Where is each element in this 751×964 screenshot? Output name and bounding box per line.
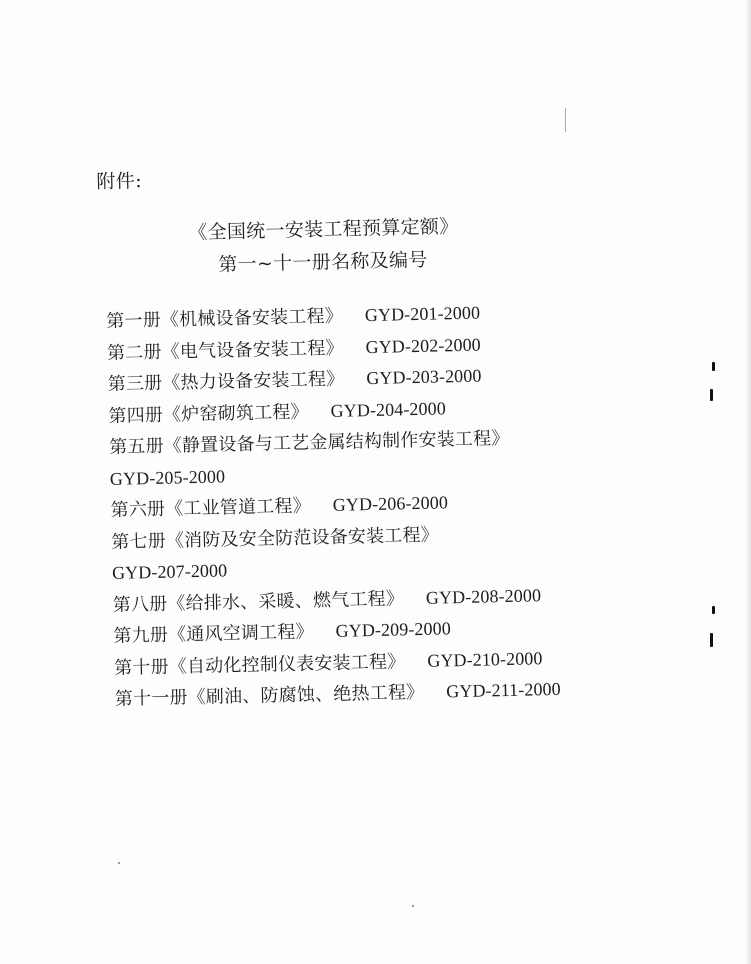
- volume-code: GYD-211-2000: [446, 678, 561, 702]
- volume-code: GYD-205-2000: [109, 465, 226, 489]
- volume-name: 第一册《机械设备安装工程》: [106, 305, 344, 332]
- document-title: 《全国统一安装工程预算定额》: [188, 215, 459, 244]
- volume-code: GYD-203-2000: [366, 365, 482, 389]
- document-subtitle: 第一~十一册名称及编号: [218, 248, 428, 276]
- attachment-label: 附件:: [96, 170, 143, 193]
- volume-name: 第六册《工业管道工程》: [110, 495, 312, 521]
- volume-name: 第四册《炉窑砌筑工程》: [108, 400, 309, 427]
- volume-name: 第十册《自动化控制仪表安装工程》: [113, 650, 406, 679]
- volume-name: 第八册《给排水、采暖、燃气工程》: [112, 587, 405, 616]
- scan-mark: [710, 633, 713, 647]
- volume-code: GYD-207-2000: [111, 560, 228, 583]
- page-edge-shadow: [745, 0, 751, 964]
- scan-speck: [412, 905, 414, 907]
- scan-mark: [565, 108, 566, 132]
- scan-mark: [710, 389, 713, 401]
- volume-code: GYD-201-2000: [364, 302, 481, 326]
- volume-name: 第七册《消防及安全防范设备安装工程》: [111, 524, 440, 553]
- volume-code: GYD-202-2000: [365, 334, 481, 357]
- volume-code: GYD-210-2000: [427, 647, 543, 671]
- volume-name: 第九册《通风空调工程》: [113, 621, 314, 647]
- volume-name: 第五册《静置设备与工艺金属结构制作安装工程》: [108, 427, 510, 458]
- volume-name: 第十一册《刷油、防腐蚀、绝热工程》: [114, 681, 425, 710]
- scan-mark: [712, 606, 715, 614]
- volume-code: GYD-209-2000: [335, 618, 452, 641]
- scan-speck: [118, 862, 120, 864]
- volume-code: GYD-206-2000: [332, 492, 449, 515]
- scan-mark: [712, 362, 715, 371]
- volume-name: 第三册《热力设备安装工程》: [107, 368, 345, 395]
- volume-code: GYD-204-2000: [330, 397, 447, 421]
- volume-name: 第二册《电气设备安装工程》: [106, 337, 344, 364]
- volume-code: GYD-208-2000: [425, 584, 542, 608]
- volume-list: [106, 294, 635, 715]
